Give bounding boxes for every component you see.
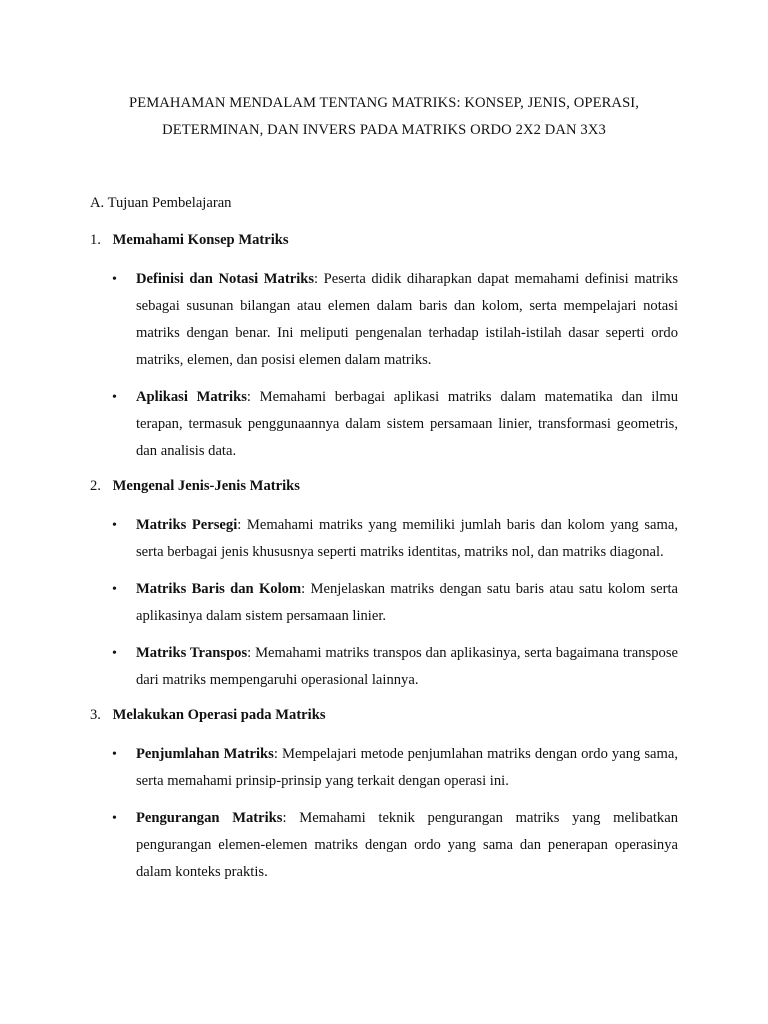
numbered-item bbox=[90, 704, 678, 726]
document-title bbox=[90, 90, 678, 144]
bullet-text: : Menjelaskan matriks dengan satu baris atau satu kolom serta aplikasinya dalam sistem persamaan linier. bbox=[136, 581, 678, 624]
bullet-icon: • bbox=[112, 390, 117, 405]
item-number: 3. bbox=[90, 707, 101, 723]
bullet-term: Aplikasi Matriks bbox=[136, 389, 247, 405]
bullet-item bbox=[90, 266, 678, 374]
bullet-item bbox=[90, 384, 678, 465]
bullet-icon: • bbox=[112, 811, 117, 826]
item-heading: Mengenal Jenis-Jenis Matriks bbox=[112, 478, 300, 494]
bullet-item bbox=[90, 741, 678, 795]
item-heading: Memahami Konsep Matriks bbox=[112, 232, 289, 248]
bullet-text: : Memahami teknik pengurangan matriks yang melibatkan pengurangan elemen-elemen matriks dengan ordo yang sama dan penerapan operasinya dalam konteks praktis. bbox=[136, 810, 678, 880]
section-heading: A. Tujuan Pembelajaran bbox=[90, 195, 232, 211]
bullet-list bbox=[90, 512, 678, 694]
objectives-list bbox=[90, 229, 678, 896]
bullet-list bbox=[90, 266, 678, 465]
item-number: 2. bbox=[90, 478, 101, 494]
bullet-icon: • bbox=[112, 272, 117, 287]
bullet-icon: • bbox=[112, 518, 117, 533]
bullet-term: Matriks Persegi bbox=[136, 517, 238, 533]
bullet-term: Penjumlahan Matriks bbox=[136, 746, 274, 762]
bullet-text: : Peserta didik diharapkan dapat memahami definisi matriks sebagai susunan bilangan atau elemen dalam baris dan kolom, serta mempelajari notasi matriks dengan benar. Ini meliputi pengenalan terhadap istilah-istilah dasar seperti ordo matriks, elemen, dan posisi elemen dalam matriks. bbox=[136, 271, 679, 368]
item-number: 1. bbox=[90, 232, 101, 248]
bullet-icon: • bbox=[112, 747, 117, 762]
numbered-item bbox=[90, 229, 678, 251]
bullet-term: Matriks Transpos bbox=[136, 645, 248, 661]
bullet-text: : Mempelajari metode penjumlahan matriks dengan ordo yang sama, serta memahami prinsip-prinsip yang terkait dengan operasi ini. bbox=[136, 746, 678, 789]
bullet-text: : Memahami matriks transpos dan aplikasinya, serta bagaimana transpose dari matriks mempengaruhi operasional lainnya. bbox=[136, 645, 678, 688]
title-line-1: PEMAHAMAN MENDALAM TENTANG MATRIKS: KONSEP, JENIS, OPERASI, bbox=[128, 95, 639, 111]
bullet-item bbox=[90, 512, 678, 566]
item-heading: Melakukan Operasi pada Matriks bbox=[112, 707, 326, 723]
bullet-item bbox=[90, 576, 678, 630]
bullet-term: Matriks Baris dan Kolom bbox=[136, 581, 302, 597]
bullet-text: : Memahami berbagai aplikasi matriks dalam matematika dan ilmu terapan, termasuk penggunaannya dalam sistem persamaan linier, transformasi geometris, dan analisis data. bbox=[136, 389, 678, 459]
bullet-text: : Memahami matriks yang memiliki jumlah baris dan kolom yang sama, serta berbagai jenis khususnya seperti matriks identitas, matriks nol, dan matriks diagonal. bbox=[136, 517, 678, 560]
title-line-2: DETERMINAN, DAN INVERS PADA MATRIKS ORDO 2X2 DAN 3X3 bbox=[162, 122, 606, 138]
bullet-icon: • bbox=[112, 582, 117, 597]
bullet-term: Definisi dan Notasi Matriks bbox=[136, 271, 315, 287]
bullet-list bbox=[90, 741, 678, 886]
bullet-item bbox=[90, 640, 678, 694]
bullet-item bbox=[90, 805, 678, 886]
numbered-item bbox=[90, 475, 678, 497]
bullet-term: Pengurangan Matriks bbox=[136, 810, 283, 826]
bullet-icon: • bbox=[112, 646, 117, 661]
